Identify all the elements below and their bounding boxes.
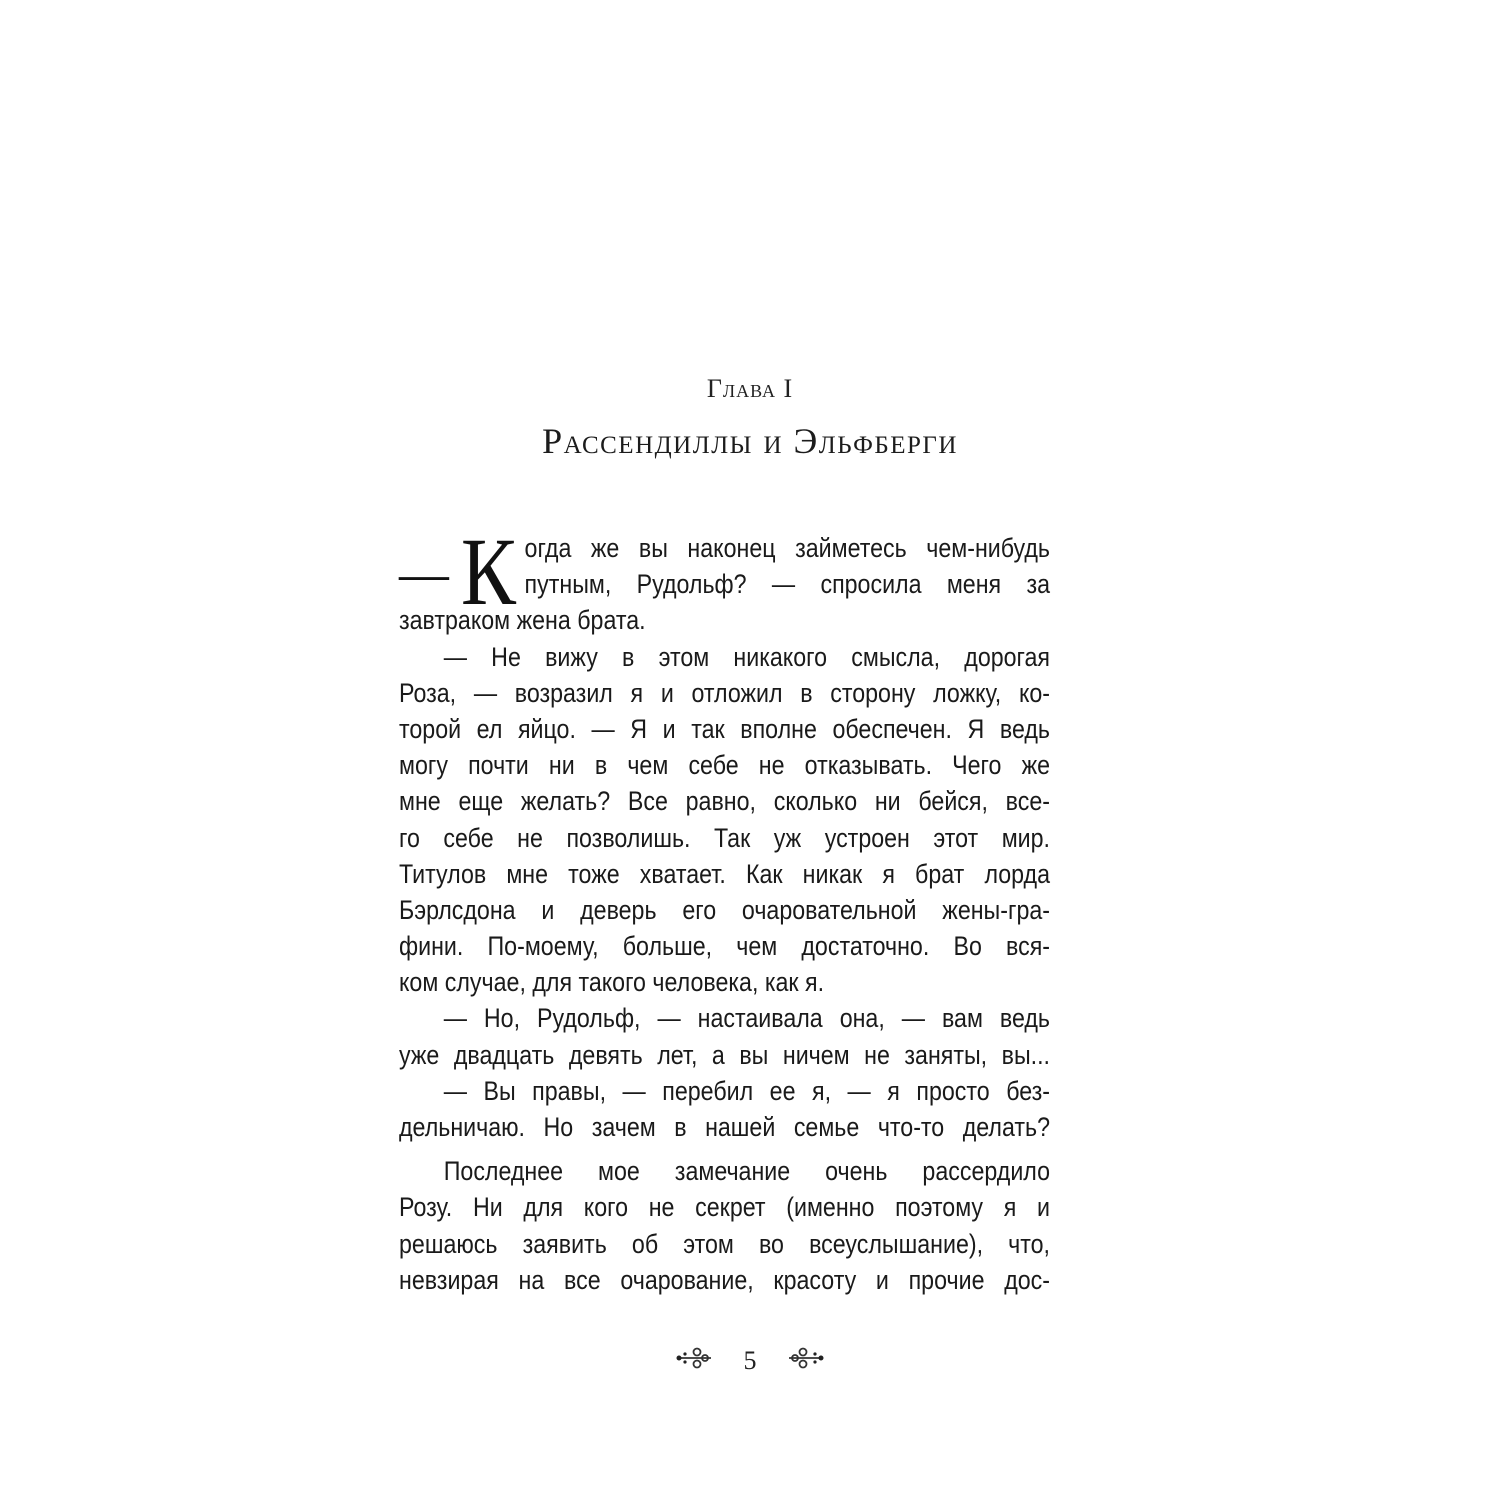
drop-cap-letter: К (460, 518, 516, 625)
text-line: — Не вижу в этом никакого смысла, дорогая (443, 641, 1051, 672)
text-line: — Вы правы, — перебил ее я, — я просто без- (443, 1075, 1051, 1106)
page-number: 5 (743, 1346, 757, 1376)
text-line: го себе не позволишь. Так уж устроен этот мир. (399, 822, 1051, 853)
text-line: путным, Рудольф? — спросила меня за (524, 569, 1051, 600)
text-line: Роза, — возразил я и отложил в сторону ложку, ко- (399, 677, 1051, 708)
text-line: завтраком жена брата. (399, 605, 646, 636)
chapter-title: Рассендиллы и Эльфберги (542, 421, 958, 461)
chapter-body (399, 518, 1051, 1298)
text-line: ком случае, для такого человека, как я. (399, 967, 825, 998)
text-line: решаюсь заявить об этом во всеуслышание), что, (399, 1228, 1051, 1259)
page-footer (0, 1344, 1500, 1377)
text-line: фини. По-моему, больше, чем достаточно. Во вся- (399, 931, 1051, 962)
fleuron-right-icon (785, 1346, 825, 1377)
fleuron-left-icon (675, 1346, 715, 1377)
text-line: дельничаю. Но зачем в нашей семье что-то делать? (399, 1112, 1051, 1142)
text-line: торой ел яйцо. — Я и так вполне обеспечен. Я ведь (399, 713, 1051, 744)
text-line: невзирая на все очарование, красоту и прочие дос- (399, 1264, 1051, 1295)
text-line: мне еще желать? Все равно, сколько ни бейся, все- (399, 786, 1051, 817)
text-line: Титулов мне тоже хватает. Как никак я брат лорда (399, 858, 1051, 889)
chapter-label: Глава I (706, 374, 794, 403)
text-line: — Но, Рудольф, — настаивала она, — вам ведь (443, 1003, 1051, 1034)
text-line: Бэрлсдона и деверь его очаровательной жены-гра- (399, 894, 1051, 925)
text-line: уже двадцать девять лет, а вы ничем не заняты, вы... (399, 1039, 1051, 1070)
drop-cap-dash: — (399, 540, 449, 605)
text-line: Розу. Ни для кого не секрет (именно поэтому я и (399, 1192, 1051, 1223)
text-line: Последнее мое замечание очень рассердило (443, 1156, 1051, 1187)
text-line: могу почти ни в чем себе не отказывать. Чего же (399, 750, 1051, 781)
text-line: огда же вы наконец займетесь чем-нибудь (524, 533, 1051, 563)
